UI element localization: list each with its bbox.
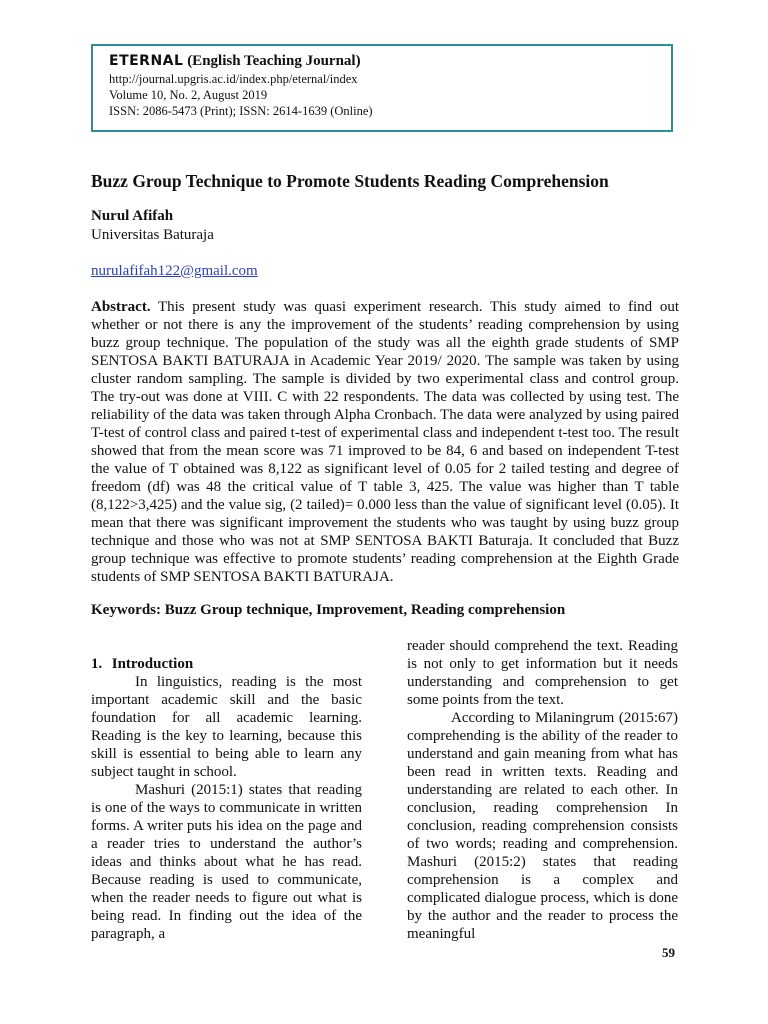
journal-volume: Volume 10, No. 2, August 2019 [109, 88, 268, 102]
keywords: Keywords: Buzz Group technique, Improvement, Reading comprehension [91, 602, 566, 618]
journal-url[interactable]: http://journal.upgris.ac.id/index.php/eternal/index [109, 72, 358, 86]
paragraph: In linguistics, reading is the most important academic skill and the basic foundation for all academic learning. Reading is the key to learning, because this skill is essential to being able to learn any subject taught in school. [91, 674, 362, 780]
section-title: Introduction [111, 656, 194, 672]
page-number: 59 [662, 945, 675, 960]
section-number: 1. [91, 656, 103, 672]
author-email-link[interactable]: nurulafifah122@gmail.com [91, 263, 258, 279]
author-name: Nurul Afifah [91, 208, 174, 224]
section-heading [91, 655, 362, 673]
journal-issn: ISSN: 2086-5473 (Print); ISSN: 2614-1639 (Online) [109, 104, 373, 118]
paragraph: reader should comprehend the text. Reading is not only to get information but it needs understanding and comprehension to get some points from the text. [407, 638, 678, 708]
paper-title: Buzz Group Technique to Promote Students Reading Comprehension [91, 171, 609, 191]
paragraph: Mashuri (2015:1) states that reading is one of the ways to communicate in written forms. A writer puts his idea on the page and a reader tries to understand the author’s ideas and thinks about what he has read. Because reading is used to communicate, when the reader needs to figure out what is being read. In finding out the idea of the paragraph, a [91, 782, 362, 942]
right-column [407, 637, 678, 943]
author-affiliation: Universitas Baturaja [91, 227, 214, 243]
abstract-text: This present study was quasi experiment research. This study aimed to find out whether or not there is any the improvement of the students’ reading comprehension by using buzz group technique. The population of the study was all the eighth grade students of SMP SENTOSA BAKTI BATURAJA in Academic Year 2019/ 2020. The sample was taken by using cluster random sampling. The sample is divided by two experimental class and control group. The try-out was done at VIII. C with 22 respondents. The data was collected by using test. The reliability of the data was taken through Alpha Cronbach. The data were analyzed by using paired T-test of control class and paired t-test of experimental class and independent t-test too. The result showed that from the mean score was 71 improved to be 84, 6 and based on independent T-test the value of T obtained was 8,122 as significant level of 0.05 for 2 tailed testing and degree of freedom (df) was 48 the critical value of T table 3, 425. The value was higher than T table (8,122>3,425) and the value sig, (2 tailed)= 0.000 less than the value of significant level (0.05). It mean that there was significant improvement the students who was taught by using buzz group technique and those who was not at SMP SENTOSA BAKTI Baturaja. It concluded that Buzz group technique was effective to promote students’ reading comprehension at the Eighth Grade students of SMP SENTOSA BAKTI BATURAJA. [91, 299, 679, 585]
journal-header-box [91, 44, 673, 132]
journal-subtitle: (English Teaching Journal) [183, 53, 361, 69]
abstract [91, 298, 679, 586]
paragraph: According to Milaningrum (2015:67) comprehending is the ability of the reader to understand and gain meaning from what has been read in written texts. Reading and understanding are related to each other. In conclusion, reading comprehension In conclusion, reading comprehension consists of two words; reading and comprehension. Mashuri (2015:2) states that reading comprehension is a complex and complicated dialogue process, which is done by the author and the reader to process the meaningful [407, 710, 678, 942]
abstract-label: Abstract. [91, 299, 151, 315]
journal-name: ETERNAL [109, 53, 184, 69]
journal-title-line [109, 52, 657, 71]
left-column [91, 655, 362, 943]
